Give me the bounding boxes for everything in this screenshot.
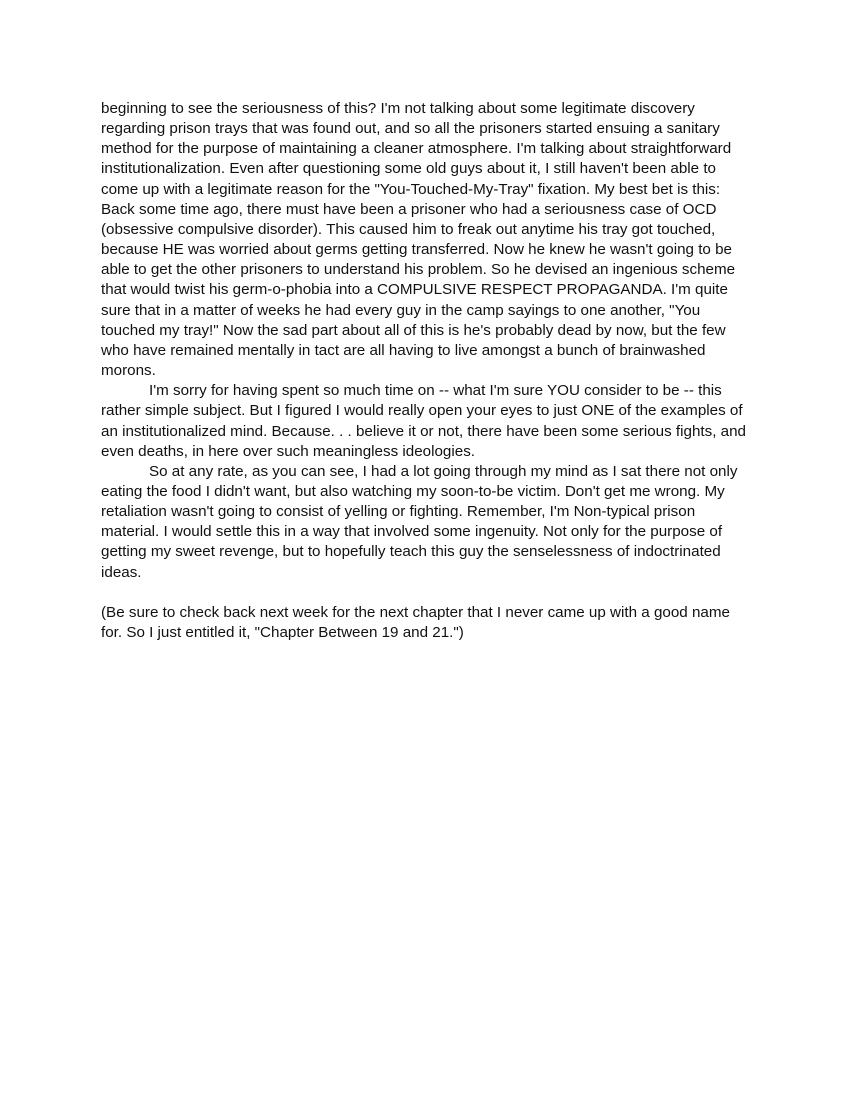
paragraph-2: I'm sorry for having spent so much time on -- what I'm sure YOU consider to be -- this rather simple subject. But I figured I would really open your eyes to just ONE of the examples of an institutionalized mind. Because. . . believe it or not, there have been some serious fights, and even deaths, in here over such meaningless ideologies. bbox=[101, 382, 747, 460]
document-body bbox=[101, 99, 751, 643]
closing-note: (Be sure to check back next week for the next chapter that I never came up with a good name for. So I just entitled it, "Chapter Between 19 and 21.") bbox=[101, 603, 730, 642]
paragraph-spacer bbox=[101, 583, 751, 603]
paragraph-1: beginning to see the seriousness of this? I'm not talking about some legitimate discovery regarding prison trays that was found out, and so all the prisoners started ensuing a sanitary method for the purpose of maintaining a cleaner atmosphere. I'm talking about straightforward institutionalization. Even after questioning some old guys about it, I still haven't been able to come up with a legitimate reason for the "You-Touched-My-Tray" fixation. My best bet is this: Back some time ago, there must have been a prisoner who had a seriousness case of OCD (obsessive compulsive disorder). This caused him to freak out anytime his tray got touched, because HE was worried about germs getting transferred. Now he knew he wasn't going to be able to get the other prisoners to understand his problem. So he devised an ingenious scheme that would twist his germ-o-phobia into a COMPULSIVE RESPECT PROPAGANDA. I'm quite sure that in a matter of weeks he had every guy in the camp sayings to one another, "You touched my tray!" Now the sad part about all of this is he's probably dead by now, but the few who have remained mentally in tact are all having to live amongst a bunch of brainwashed morons. bbox=[101, 100, 736, 380]
paragraph-3: So at any rate, as you can see, I had a lot going through my mind as I sat there not only eating the food I didn't want, but also watching my soon-to-be victim. Don't get me wrong. My retaliation wasn't going to consist of yelling or fighting. Remember, I'm Non-typical prison material. I would settle this in a way that involved some ingenuity. Not only for the purpose of getting my sweet revenge, but to hopefully teach this guy the senselessness of indoctrinated ideas. bbox=[101, 462, 738, 581]
